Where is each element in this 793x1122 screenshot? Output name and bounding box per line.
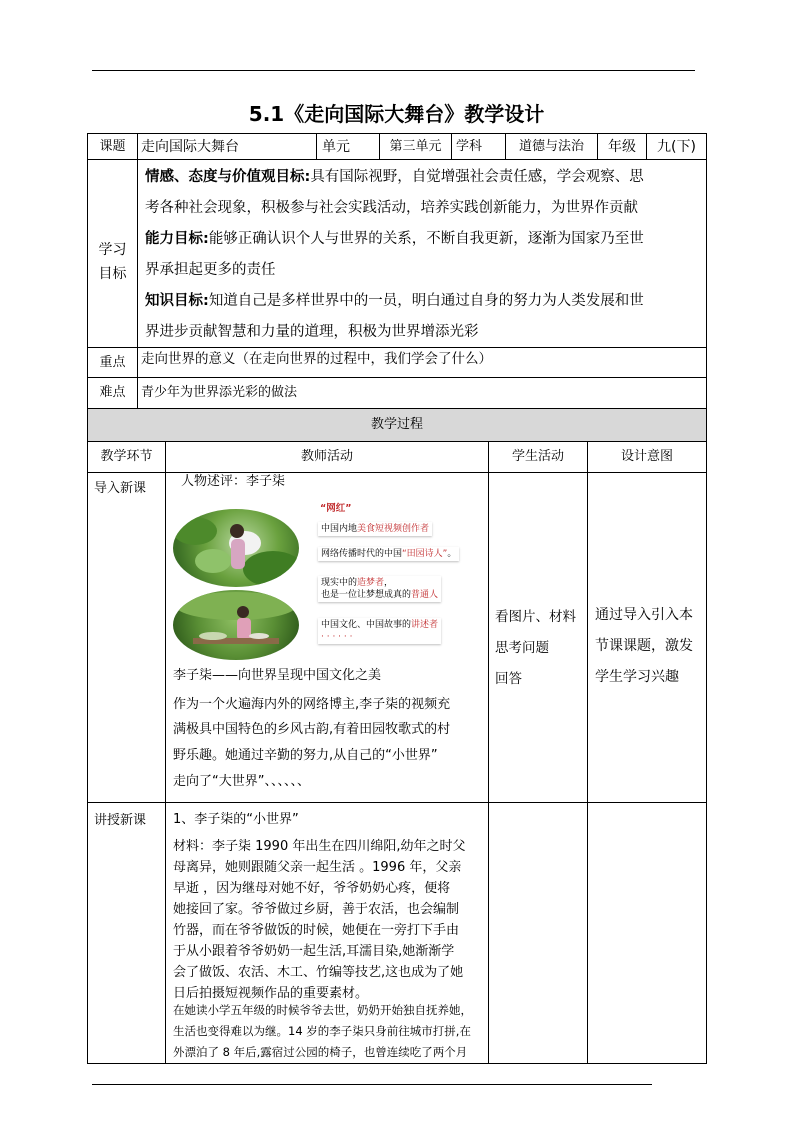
table-border [87,133,707,134]
intro-heading: 李子柒——向世界呈现中国文化之美 [173,668,382,683]
photo-girl-basket-art [173,509,299,587]
goal-ability-text1: 能够正确认识个人与世界的关系，不断自我更新，逐渐为国家乃至世 [208,231,644,247]
goal-ability-text2: 界承担起更多的责任 [145,262,276,278]
tag-dreamer-b: 造梦者 [357,578,385,588]
difficulty-label: 难点 [99,385,126,400]
material-line-6: 于从小跟着爷爷奶奶一起生活,耳濡目染,她渐渐学 [173,944,455,959]
col-student: 学生活动 [511,449,564,464]
table-border [488,441,489,1064]
design-intent-1: 通过导入引入本 [595,607,693,623]
unit-label: 单元 [322,139,350,155]
photo-girl-cooking [173,590,299,660]
material-small-3: 外漂泊了 8 年后,露宿过公园的椅子，也曾连续吃了两个月 [173,1045,468,1059]
header-rule [92,70,695,71]
goal-emotion [145,162,705,224]
goal-knowledge-text2: 界进步贡献智慧和力量的道理，积极为世界增添光彩 [145,324,479,340]
table-border [87,1063,707,1064]
intro-para-1: 作为一个火遍海内外的网络博主,李子柒的视频充 [173,697,451,712]
material-line-3: 早逝 ，因为继母对她不好，爷爷奶奶心疼，便将 [173,881,451,896]
goal-knowledge-text1: 知道自己是多样世界中的一员，明白通过自身的努力为人类发展和世 [208,293,644,309]
table-border [87,159,707,160]
tag-narrator-a: 中国文化、中国故事的 [321,620,412,630]
goals-label-line2: 目标 [98,266,127,282]
grade-value: 九(下) [657,139,696,155]
intro-para-4: 走向了“大世界”、、、、、、 [173,774,310,789]
intro-stage: 导入新课 [94,481,147,496]
tag-wanghong: “网红” [320,503,352,514]
material-line-4: 她接回了家。爷爷做过乡厨，善于农活，也会编制 [173,902,460,917]
goal-knowledge-label: 知识目标: [145,293,209,309]
unit-value: 第三单元 [389,139,442,154]
goals-label-line1: 学习 [98,242,127,258]
tag-poet [318,547,459,561]
goal-emotion-text1: 具有国际视野，自觉增强社会责任感，学会观察、思 [310,169,644,185]
tag-creator-b: 美食短视频创作者 [357,524,430,534]
material-small-1: 在她读小学五年级的时候爷爷去世，奶奶开始独自抚养她， [173,1003,472,1017]
intro-para-2: 满极具中国特色的乡风古韵,有着田园牧歌式的村 [173,722,451,737]
intro-caption: 人物述评：李子柒 [181,474,286,489]
key-point-value: 走向世界的意义（在走向世界的过程中，我们学会了什么） [141,351,492,367]
topic-label: 课题 [99,139,126,154]
subject-label: 学科 [456,139,483,154]
material-line-5: 竹器，而在爷爷做饭的时候，她便在一旁打下手由 [173,923,460,938]
tag-ordinary-b: 普通人 [411,590,439,600]
table-border [87,472,707,473]
goal-emotion-label: 情感、态度与价值观目标: [145,169,311,185]
table-border [87,802,707,803]
goal-ability [145,224,705,286]
goal-emotion-text2: 考各种社会现象，积极参与社会实践活动，培养实践创新能力，为世界作贡献 [145,200,638,216]
tag-narrator [318,618,441,644]
tag-dreamer-a: 现实中的 [321,578,358,588]
tag-dreamer-c: ， [384,578,394,588]
grade-label: 年级 [608,139,636,155]
tag-poet-b: “田园诗人” [402,549,448,559]
table-border [706,133,707,1064]
lecture-stage: 讲授新课 [94,813,147,828]
col-stage: 教学环节 [100,449,153,464]
tag-creator-a: 中国内地 [321,524,358,534]
tag-poet-a: 网络传播时代的中国 [321,549,403,559]
photo-girl-basket [173,509,299,587]
table-border [316,133,317,159]
photo-girl-cooking-art [173,590,299,660]
tag-creator [318,522,432,536]
process-header: 教学过程 [370,417,423,432]
tag-narrator-b: 讲述者 [411,620,439,630]
design-intent-3: 学生学习兴趣 [595,669,679,685]
tag-dreamer [318,576,441,602]
tag-narrator-dots: · · · · · · [321,632,353,642]
page-title: 5.1《走向国际大舞台》教学设计 [248,102,545,126]
table-border [587,441,588,1064]
table-border [87,441,707,442]
table-border [137,133,138,408]
student-activity-2: 思考问题 [495,640,549,656]
design-intent [595,600,707,693]
goals-label [88,238,137,286]
intro-illustration [170,492,480,662]
key-point-label: 重点 [99,355,126,370]
material-line-8: 日后拍摄短视频作品的重要素材。 [173,986,369,1001]
tag-poet-c: 。 [447,549,457,559]
table-border [451,133,452,159]
table-border [87,377,707,378]
goal-knowledge [145,286,705,348]
table-border [165,441,166,1064]
lecture-heading: 1、李子柒的“小世界” [173,812,299,827]
difficulty-value: 青少年为世界添光彩的做法 [141,385,298,400]
intro-para-3: 野乐趣。她通过辛勤的努力,从自己的“小世界” [173,748,438,763]
student-activity-3: 回答 [495,671,522,687]
subject-value: 道德与法治 [518,139,584,154]
student-activity-1: 看图片、材料 [495,609,576,625]
student-activity [495,602,587,695]
goal-ability-label: 能力目标: [145,231,209,247]
col-teacher: 教师活动 [300,449,353,464]
col-design: 设计意图 [620,449,673,464]
lecture-material-small [173,1000,488,1063]
tag-ordinary-a: 也是一位让梦想成真的 [321,590,412,600]
footer-rule [92,1084,652,1085]
material-small-2: 生活也变得难以为继。14 岁的李子柒只身前往城市打拼,在 [173,1024,471,1038]
design-intent-2: 节课课题，激发 [595,638,693,654]
material-line-2: 母离异，她则跟随父亲一起生活 。1996 年，父亲 [173,860,462,875]
lecture-material [173,836,488,1004]
material-line-7: 会了做饭、农活、木工、竹编等技艺,这也成为了她 [173,965,464,980]
topic-value: 走向国际大舞台 [141,139,239,155]
material-line-1: 材料：李子柒 1990 年出生在四川绵阳,幼年之时父 [173,839,466,854]
